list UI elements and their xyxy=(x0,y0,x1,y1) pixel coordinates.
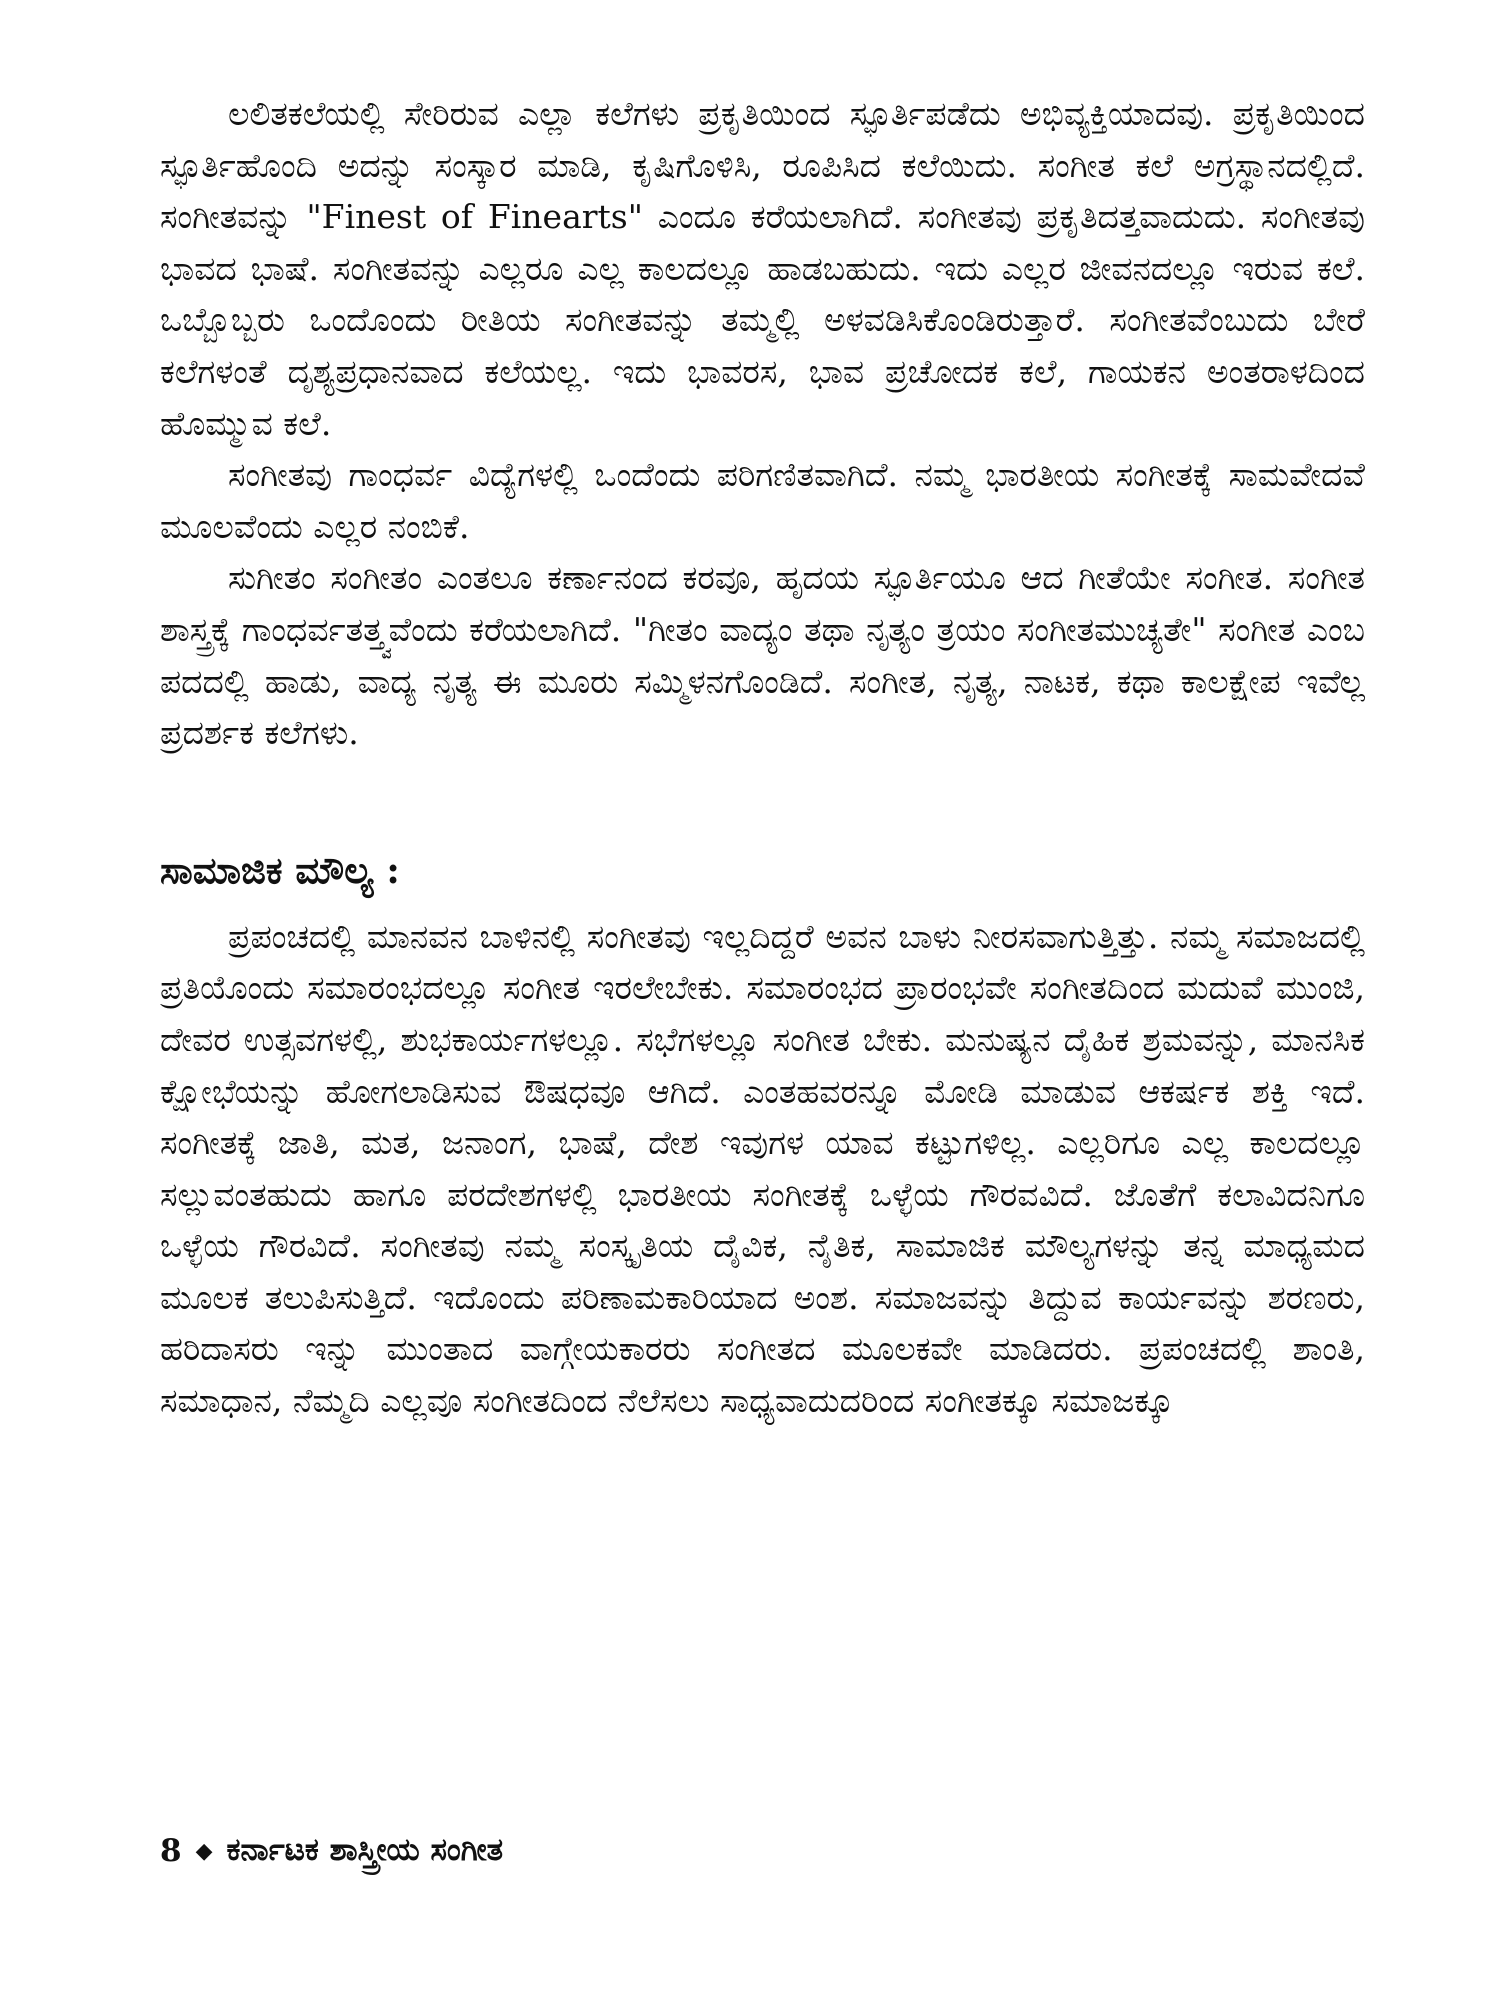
paragraph-intro: ಲಲಿತಕಲೆಯಲ್ಲಿ ಸೇರಿರುವ ಎಲ್ಲಾ ಕಲೆಗಳು ಪ್ರಕೃತಿಯಿಂದ ಸ್ಫೂರ್ತಿಪಡೆದು ಅಭಿವ್ಯಕ್ತಿಯಾದವು. ಪ್ರಕೃತಿಯಿಂದ ಸ್ಫೂರ್ತಿಹೊಂದಿ ಅದನ್ನು ಸಂಸ್ಕಾರ ಮಾಡಿ, ಕೃಷಿಗೊಳಿಸಿ, ರೂಪಿಸಿದ ಕಲೆಯಿದು. ಸಂಗೀತ ಕಲೆ ಅಗ್ರಸ್ಥಾನದಲ್ಲಿದೆ. ಸಂಗೀತವನ್ನು "Finest of Finearts" ಎಂದೂ ಕರೆಯಲಾಗಿದೆ. ಸಂಗೀತವು ಪ್ರಕೃತಿದತ್ತವಾದುದು. ಸಂಗೀತವು ಭಾವದ ಭಾಷೆ. ಸಂಗೀತವನ್ನು ಎಲ್ಲರೂ ಎಲ್ಲ ಕಾಲದಲ್ಲೂ ಹಾಡಬಹುದು. ಇದು ಎಲ್ಲರ ಜೀವನದಲ್ಲೂ ಇರುವ ಕಲೆ. ಒಬ್ಬೊಬ್ಬರು ಒಂದೊಂದು ರೀತಿಯ ಸಂಗೀತವನ್ನು ತಮ್ಮಲ್ಲಿ ಅಳವಡಿಸಿಕೊಂಡಿರುತ್ತಾರೆ. ಸಂಗೀತವೆಂಬುದು ಬೇರೆ ಕಲೆಗಳಂತೆ ದೃಶ್ಯಪ್ರಧಾನವಾದ ಕಲೆಯಲ್ಲ. ಇದು ಭಾವರಸ, ಭಾವ ಪ್ರಚೋದಕ ಕಲೆ, ಗಾಯಕನ ಅಂತರಾಳದಿಂದ ಹೊಮ್ಮುವ ಕಲೆ. xyxy=(160,94,1365,443)
page-footer xyxy=(160,1832,503,1869)
page-number: 8 xyxy=(160,1832,182,1869)
paragraph-sugeetam: ಸುಗೀತಂ ಸಂಗೀತಂ ಎಂತಲೂ ಕರ್ಣಾನಂದ ಕರವೂ, ಹೃದಯ ಸ್ಫೂರ್ತಿಯೂ ಆದ ಗೀತೆಯೇ ಸಂಗೀತ. ಸಂಗೀತ ಶಾಸ್ತ್ರಕ್ಕೆ ಗಾಂಧರ್ವತತ್ತ್ವವೆಂದು ಕರೆಯಲಾಗಿದೆ. "ಗೀತಂ ವಾದ್ಯಂ ತಥಾ ನೃತ್ಯಂ ತ್ರಯಂ ಸಂಗೀತಮುಚ್ಯತೇ" ಸಂಗೀತ ಎಂಬ ಪದದಲ್ಲಿ ಹಾಡು, ವಾದ್ಯ ನೃತ್ಯ ಈ ಮೂರು ಸಮ್ಮಿಳನಗೊಂಡಿದೆ. ಸಂಗೀತ, ನೃತ್ಯ, ನಾಟಕ, ಕಥಾ ಕಾಲಕ್ಷೇಪ ಇವೆಲ್ಲ ಪ್ರದರ್ಶಕ ಕಲೆಗಳು. xyxy=(160,558,1365,753)
diamond-bullet-icon: ◆ xyxy=(195,1837,213,1864)
paragraph-social-value: ಪ್ರಪಂಚದಲ್ಲಿ ಮಾನವನ ಬಾಳಿನಲ್ಲಿ ಸಂಗೀತವು ಇಲ್ಲದಿದ್ದರೆ ಅವನ ಬಾಳು ನೀರಸವಾಗುತ್ತಿತ್ತು. ನಮ್ಮ ಸಮಾಜದಲ್ಲಿ ಪ್ರತಿಯೊಂದು ಸಮಾರಂಭದಲ್ಲೂ ಸಂಗೀತ ಇರಲೇಬೇಕು. ಸಮಾರಂಭದ ಪ್ರಾರಂಭವೇ ಸಂಗೀತದಿಂದ ಮದುವೆ ಮುಂಜಿ, ದೇವರ ಉತ್ಸವಗಳಲ್ಲಿ, ಶುಭಕಾರ್ಯಗಳಲ್ಲೂ. ಸಭೆಗಳಲ್ಲೂ ಸಂಗೀತ ಬೇಕು. ಮನುಷ್ಯನ ದೈಹಿಕ ಶ್ರಮವನ್ನು, ಮಾನಸಿಕ ಕ್ಷೋಭೆಯನ್ನು ಹೋಗಲಾಡಿಸುವ ಔಷಧವೂ ಆಗಿದೆ. ಎಂತಹವರನ್ನೂ ಮೋಡಿ ಮಾಡುವ ಆಕರ್ಷಕ ಶಕ್ತಿ ಇದೆ. ಸಂಗೀತಕ್ಕೆ ಜಾತಿ, ಮತ, ಜನಾಂಗ, ಭಾಷೆ, ದೇಶ ಇವುಗಳ ಯಾವ ಕಟ್ಟುಗಳಿಲ್ಲ. ಎಲ್ಲರಿಗೂ ಎಲ್ಲ ಕಾಲದಲ್ಲೂ ಸಲ್ಲುವಂತಹುದು ಹಾಗೂ ಪರದೇಶಗಳಲ್ಲಿ ಭಾರತೀಯ ಸಂಗೀತಕ್ಕೆ ಒಳ್ಳೆಯ ಗೌರವವಿದೆ. ಜೊತೆಗೆ ಕಲಾವಿದನಿಗೂ ಒಳ್ಳೆಯ ಗೌರವಿದೆ. ಸಂಗೀತವು ನಮ್ಮ ಸಂಸ್ಕೃತಿಯ ದೈವಿಕ, ನೈತಿಕ, ಸಾಮಾಜಿಕ ಮೌಲ್ಯಗಳನ್ನು ತನ್ನ ಮಾಧ್ಯಮದ ಮೂಲಕ ತಲುಪಿಸುತ್ತಿದೆ. ಇದೊಂದು ಪರಿಣಾಮಕಾರಿಯಾದ ಅಂಶ. ಸಮಾಜವನ್ನು ತಿದ್ದುವ ಕಾರ್ಯವನ್ನು ಶರಣರು, ಹರಿದಾಸರು ಇನ್ನು ಮುಂತಾದ ವಾಗ್ಗೇಯಕಾರರು ಸಂಗೀತದ ಮೂಲಕವೇ ಮಾಡಿದರು. ಪ್ರಪಂಚದಲ್ಲಿ ಶಾಂತಿ, ಸಮಾಧಾನ, ನೆಮ್ಮದಿ ಎಲ್ಲವೂ ಸಂಗೀತದಿಂದ ನೆಲೆಸಲು ಸಾಧ್ಯವಾದುದರಿಂದ ಸಂಗೀತಕ್ಕೂ ಸಮಾಜಕ್ಕೂ xyxy=(160,916,1365,1421)
book-title: ಕರ್ನಾಟಕ ಶಾಸ್ತ್ರೀಯ ಸಂಗೀತ xyxy=(226,1832,504,1868)
section-heading-social-value: ಸಾಮಾಜಿಕ ಮೌಲ್ಯ : xyxy=(160,847,400,892)
paragraph-gandharva: ಸಂಗೀತವು ಗಾಂಧರ್ವ ವಿದ್ಯೆಗಳಲ್ಲಿ ಒಂದೆಂದು ಪರಿಗಣಿತವಾಗಿದೆ. ನಮ್ಮ ಭಾರತೀಯ ಸಂಗೀತಕ್ಕೆ ಸಾಮವೇದವೆ ಮೂಲವೆಂದು ಎಲ್ಲರ ನಂಬಿಕೆ. xyxy=(160,455,1365,546)
page-body xyxy=(160,88,1365,1427)
